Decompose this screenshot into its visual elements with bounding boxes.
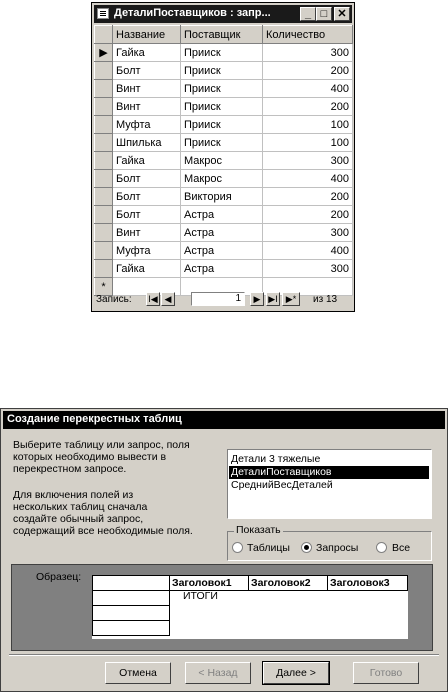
cell-supplier[interactable]: Прииск — [181, 98, 263, 116]
cell-name[interactable]: Гайка — [113, 44, 181, 62]
prev-record-button[interactable]: ◀ — [161, 292, 175, 306]
radio-tables-label[interactable]: Таблицы — [247, 542, 290, 554]
cell-name[interactable]: Шпилька — [113, 134, 181, 152]
table-row[interactable] — [95, 116, 353, 134]
cell-quantity[interactable]: 400 — [263, 242, 353, 260]
cell-quantity[interactable]: 300 — [263, 224, 353, 242]
cell-supplier[interactable]: Прииск — [181, 62, 263, 80]
cell-name[interactable]: Гайка — [113, 260, 181, 278]
cell-supplier[interactable]: Астра — [181, 242, 263, 260]
column-header-quantity[interactable]: Количество — [263, 26, 353, 44]
cell-supplier[interactable]: Прииск — [181, 134, 263, 152]
wizard-title: Создание перекрестных таблиц — [7, 413, 182, 425]
table-row[interactable] — [95, 62, 353, 80]
sample-label: Образец: — [36, 571, 82, 583]
row-selector[interactable] — [95, 98, 113, 116]
cell-quantity[interactable]: 300 — [263, 44, 353, 62]
back-button[interactable]: < Назад — [185, 662, 251, 684]
cell-quantity[interactable]: 300 — [263, 260, 353, 278]
radio-tables[interactable] — [232, 542, 243, 553]
cell-supplier[interactable]: Астра — [181, 206, 263, 224]
table-row[interactable] — [95, 80, 353, 98]
cell-name[interactable]: Болт — [113, 206, 181, 224]
column-header-supplier[interactable]: Поставщик — [181, 26, 263, 44]
sample-header-3: Заголовок3 — [327, 575, 408, 591]
instruction-2-line: Для включения полей из — [13, 489, 134, 501]
cell-name[interactable]: Болт — [113, 188, 181, 206]
wizard-title-bar[interactable] — [3, 411, 445, 429]
instruction-1-line: Выберите таблицу или запрос, поля — [13, 439, 190, 451]
sample-preview — [11, 564, 433, 651]
list-item[interactable]: Детали 3 тяжелые — [231, 453, 321, 465]
cell-name[interactable]: Муфта — [113, 242, 181, 260]
row-selector[interactable] — [95, 224, 113, 242]
crosstab-wizard-dialog — [0, 408, 448, 692]
cell-name[interactable]: Болт — [113, 170, 181, 188]
sample-totals: ИТОГИ — [183, 590, 218, 602]
cell-quantity[interactable]: 200 — [263, 206, 353, 224]
row-selector[interactable] — [95, 188, 113, 206]
cell-name[interactable]: Винт — [113, 224, 181, 242]
radio-queries-label[interactable]: Запросы — [316, 542, 359, 554]
cell-name[interactable]: Муфта — [113, 116, 181, 134]
cell-supplier[interactable]: Прииск — [181, 116, 263, 134]
record-count: из 13 — [313, 294, 338, 305]
radio-all-label[interactable]: Все — [392, 542, 411, 554]
row-selector[interactable] — [95, 242, 113, 260]
cell-quantity[interactable]: 400 — [263, 80, 353, 98]
instruction-text-2 — [13, 489, 218, 537]
table-row[interactable] — [95, 170, 353, 188]
cell-supplier[interactable]: Виктория — [181, 188, 263, 206]
datasheet-window — [91, 2, 355, 312]
datasheet-title: ДеталиПоставщиков : запр... — [114, 7, 271, 19]
table-row[interactable] — [95, 188, 353, 206]
table-row[interactable] — [95, 98, 353, 116]
select-all-cell[interactable] — [95, 26, 113, 44]
cancel-button[interactable]: Отмена — [105, 662, 171, 684]
divider — [9, 654, 439, 656]
datasheet-icon — [97, 8, 109, 19]
datasheet-title-bar[interactable] — [94, 5, 352, 23]
cell-supplier[interactable]: Астра — [181, 224, 263, 242]
cell-quantity[interactable]: 300 — [263, 152, 353, 170]
instruction-2-line: содержащий все необходимые поля. — [13, 525, 193, 537]
maximize-button[interactable]: □ — [316, 7, 332, 21]
instruction-2-line: нескольких таблиц сначала — [13, 501, 148, 513]
row-selector[interactable] — [95, 206, 113, 224]
cell-supplier[interactable]: Макрос — [181, 152, 263, 170]
column-header-name[interactable]: Название — [113, 26, 181, 44]
cell-quantity[interactable]: 400 — [263, 170, 353, 188]
table-row[interactable] — [95, 242, 353, 260]
cell-quantity[interactable]: 200 — [263, 188, 353, 206]
sample-header-1: Заголовок1 — [169, 575, 249, 591]
minimize-button[interactable]: _ — [300, 7, 316, 21]
finish-button[interactable]: Готово — [353, 662, 419, 684]
show-group-label: Показать — [236, 524, 281, 536]
row-selector[interactable] — [95, 134, 113, 152]
cell-name[interactable]: Гайка — [113, 152, 181, 170]
row-selector[interactable] — [95, 80, 113, 98]
radio-all[interactable] — [376, 542, 387, 553]
new-row-selector[interactable]: * — [95, 278, 113, 296]
cell-quantity[interactable]: 200 — [263, 98, 353, 116]
list-item[interactable]: СреднийВесДеталей — [231, 479, 333, 491]
cell-name[interactable]: Винт — [113, 98, 181, 116]
table-row[interactable] — [95, 134, 353, 152]
cell-supplier[interactable]: Прииск — [181, 44, 263, 62]
record-label: Запись: — [96, 294, 132, 305]
cell-supplier[interactable]: Макрос — [181, 170, 263, 188]
row-selector[interactable]: ▶ — [95, 44, 113, 62]
sample-row-cell — [92, 620, 170, 636]
sample-header-2: Заголовок2 — [248, 575, 328, 591]
instruction-2-line: создайте обычный запрос, — [13, 513, 144, 525]
table-row[interactable] — [95, 152, 353, 170]
row-selector[interactable] — [95, 116, 113, 134]
radio-queries[interactable] — [301, 542, 312, 553]
new-record-button[interactable]: ▶* — [282, 292, 300, 306]
instruction-text-1 — [13, 439, 218, 475]
datasheet-grid — [94, 25, 353, 296]
source-list[interactable] — [227, 449, 432, 519]
cell-supplier[interactable]: Прииск — [181, 80, 263, 98]
cell-quantity[interactable]: 100 — [263, 134, 353, 152]
table-row[interactable] — [95, 206, 353, 224]
table-row[interactable] — [95, 44, 353, 62]
first-record-button[interactable]: I◀ — [146, 292, 160, 306]
cell-quantity[interactable]: 200 — [263, 62, 353, 80]
next-record-button[interactable]: ▶ — [250, 292, 264, 306]
sample-grid — [92, 575, 408, 639]
table-row[interactable] — [95, 260, 353, 278]
cell-quantity[interactable]: 100 — [263, 116, 353, 134]
sample-row-cell — [92, 605, 170, 621]
instruction-1-line: перекрестном запросе. — [13, 463, 127, 475]
close-button[interactable]: ✕ — [334, 7, 350, 21]
row-selector[interactable] — [95, 62, 113, 80]
show-group — [227, 524, 432, 561]
row-selector[interactable] — [95, 170, 113, 188]
cell-name[interactable]: Винт — [113, 80, 181, 98]
record-navigator — [94, 291, 352, 309]
next-button[interactable]: Далее > — [263, 662, 329, 684]
cell-name[interactable]: Болт — [113, 62, 181, 80]
instruction-1-line: которых необходимо вывести в — [13, 451, 167, 463]
last-record-button[interactable]: ▶I — [266, 292, 280, 306]
cell-supplier[interactable]: Астра — [181, 260, 263, 278]
row-selector[interactable] — [95, 260, 113, 278]
row-selector[interactable] — [95, 152, 113, 170]
list-item-selected[interactable]: ДеталиПоставщиков — [229, 466, 429, 479]
sample-corner-cell — [92, 575, 170, 591]
record-number-input[interactable]: 1 — [191, 292, 245, 306]
sample-row-cell — [92, 590, 170, 606]
table-row[interactable] — [95, 224, 353, 242]
header-row — [95, 26, 353, 44]
